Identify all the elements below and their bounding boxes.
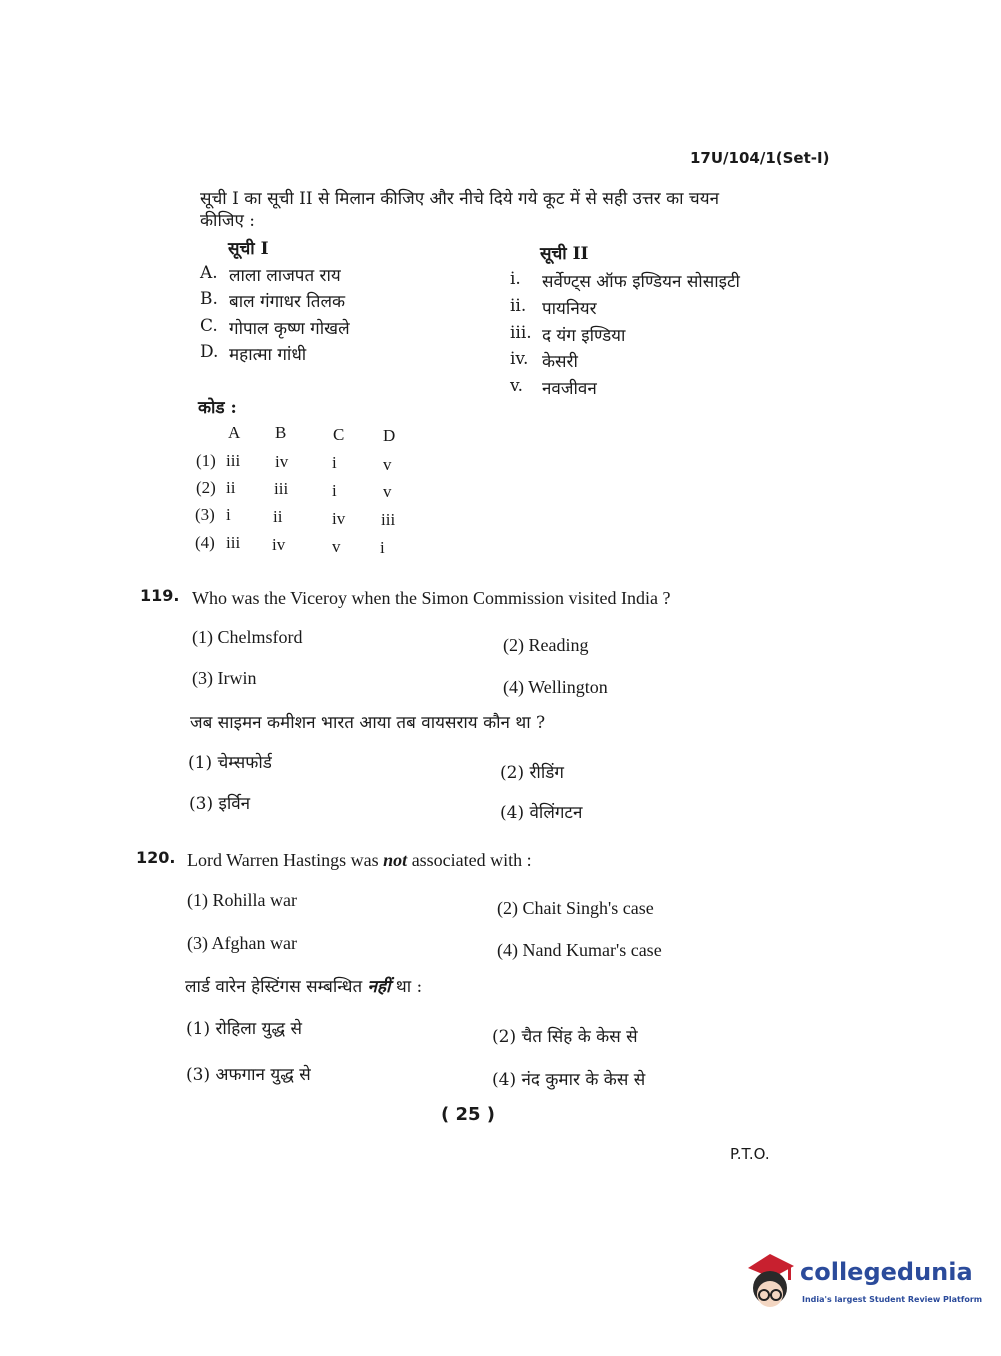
q120-option-hi: (3) अफगान युद्ध से — [186, 1065, 311, 1085]
list2-item: केसरी — [542, 352, 578, 372]
list1-item: गोपाल कृष्ण गोखले — [229, 319, 350, 339]
q119-option-hi: (1) चेम्सफोर्ड — [188, 753, 272, 773]
q119-option-hi: (2) रीडिंग — [500, 763, 564, 783]
list2-label: v. — [510, 376, 523, 396]
q120-question-hi: लार्ड वारेन हेस्टिंगस सम्बन्धित नहीं था : — [185, 977, 423, 997]
code-header-d: D — [383, 426, 396, 445]
code-cell: iii — [381, 510, 396, 529]
code-cell: iii — [226, 451, 241, 470]
q120-option-en: (3) Afghan war — [187, 933, 297, 953]
pto-label: P.T.O. — [730, 1145, 770, 1163]
code-cell: i — [226, 505, 231, 524]
list1-item: लाला लाजपत राय — [229, 266, 341, 286]
code-row-num: (4) — [195, 533, 215, 552]
code-cell: iv — [275, 452, 289, 471]
list1-item: महात्मा गांधी — [229, 345, 307, 365]
code-cell: i — [332, 481, 337, 500]
q120-option-hi: (2) चैत सिंह के केस से — [492, 1027, 638, 1047]
list2-item: द यंग इण्डिया — [542, 326, 626, 346]
list2-label: i. — [510, 269, 521, 289]
code-label: कोड : — [198, 398, 237, 418]
q120-option-en: (1) Rohilla war — [187, 890, 297, 910]
code-row-num: (1) — [196, 451, 216, 470]
page-number: ( 25 ) — [441, 1104, 496, 1125]
code-cell: iii — [274, 479, 289, 498]
code-cell: v — [332, 537, 341, 556]
code-cell: v — [383, 455, 392, 474]
code-cell: ii — [273, 507, 283, 526]
code-cell: iv — [332, 509, 346, 528]
q120-option-en: (4) Nand Kumar's case — [497, 940, 662, 960]
list1-label: C. — [200, 316, 218, 336]
code-row-num: (2) — [196, 478, 216, 497]
brand-tagline: India's largest Student Review Platform — [802, 1295, 983, 1304]
q118-instruction-line2: कीजिए : — [200, 211, 256, 231]
q119-option-hi: (4) वेलिंगटन — [500, 803, 583, 823]
list2-label: iv. — [510, 349, 529, 369]
code-header-a: A — [228, 423, 241, 442]
q120-option-en: (2) Chait Singh's case — [497, 898, 654, 918]
q119-option-hi: (3) इर्विन — [189, 794, 251, 814]
q119-option-en: (1) Chelmsford — [192, 627, 303, 647]
q120-option-hi: (4) नंद कुमार के केस से — [492, 1070, 646, 1090]
code-cell: iii — [226, 533, 241, 552]
q119-number: 119. — [140, 586, 180, 605]
q118-instruction-line1: सूची I का सूची II से मिलान कीजिए और नीचे दिये गये कूट में से सही उत्तर का चयन — [200, 189, 720, 209]
code-header-b: B — [275, 423, 287, 442]
q120-number: 120. — [136, 848, 176, 867]
list2-item: पायनियर — [542, 299, 597, 319]
q119-option-en: (2) Reading — [503, 635, 589, 655]
mascot-icon — [742, 1250, 798, 1314]
code-cell: ii — [226, 478, 236, 497]
list2-item: सर्वेण्ट्स ऑफ इण्डियन सोसाइटी — [542, 272, 740, 292]
list2-label: iii. — [510, 323, 532, 343]
q119-option-en: (4) Wellington — [503, 677, 608, 697]
code-cell: i — [380, 538, 385, 557]
list1-item: बाल गंगाधर तिलक — [229, 292, 346, 312]
q120-question-en: Lord Warren Hastings was not associated with : — [187, 850, 532, 870]
code-cell: v — [383, 482, 392, 501]
code-cell: i — [332, 453, 337, 472]
code-header-c: C — [333, 425, 345, 444]
list1-label: D. — [200, 342, 219, 362]
q119-question-en: Who was the Viceroy when the Simon Commission visited India ? — [192, 588, 671, 608]
paper-code: 17U/104/1(Set-I) — [690, 149, 830, 167]
list1-title: सूची I — [228, 239, 269, 259]
code-row-num: (3) — [195, 505, 215, 524]
code-cell: iv — [272, 535, 286, 554]
collegedunia-watermark — [742, 1250, 983, 1318]
list2-item: नवजीवन — [542, 379, 597, 399]
q120-option-hi: (1) रोहिला युद्ध से — [186, 1019, 302, 1039]
list1-label: B. — [200, 289, 218, 309]
brand-name: collegedunia — [800, 1258, 973, 1286]
q119-question-hi: जब साइमन कमीशन भारत आया तब वायसराय कौन था ? — [190, 713, 546, 733]
list2-title: सूची II — [540, 244, 589, 264]
list2-label: ii. — [510, 296, 527, 316]
q119-option-en: (3) Irwin — [192, 668, 257, 688]
list1-label: A. — [200, 263, 218, 283]
